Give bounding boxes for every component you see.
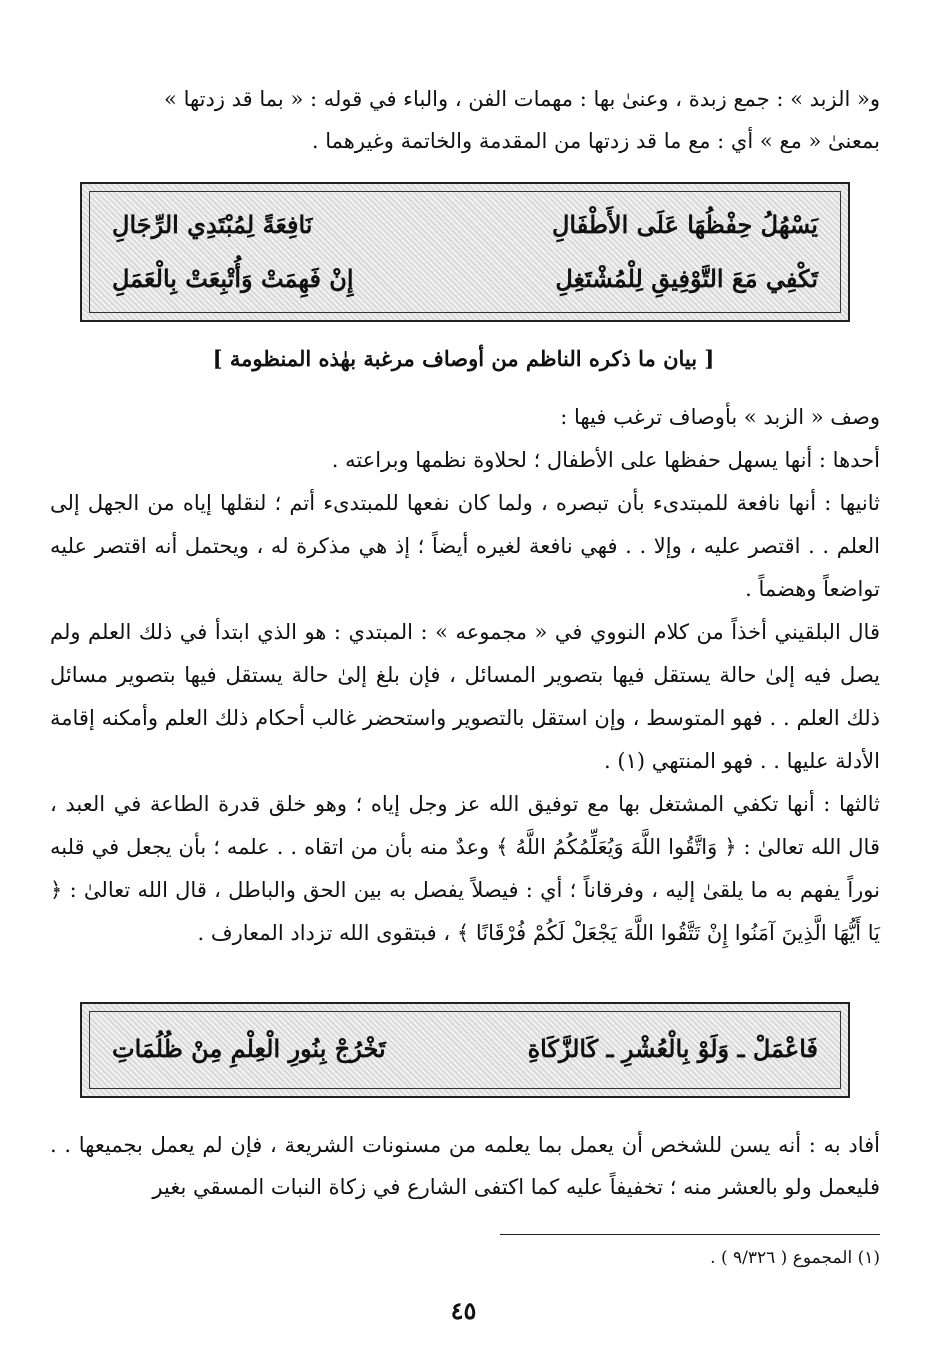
closing-paragraph [50, 1124, 880, 1208]
section-heading: [ بيان ما ذكره الناظم من أوصاف مرغبة بهٰذه المنظومة ] [212, 346, 715, 371]
verse-1-right-hemistich: يَسْهُلُ حِفْظُهَا عَلَى الأَطْفَالِ [551, 210, 818, 239]
footnote-divider [500, 1234, 880, 1235]
verse-2-right-hemistich: تَكْفِي مَعَ التَّوْفِيقِ لِلْمُشْتَغِلِ [555, 264, 818, 293]
paragraph-second: ثانيها : أنها نافعة للمبتدىء بأن تبصره ، ولما كان نفعها للمبتدىء أتم ؛ لنقلها إياه من الجهل إلى العلم . . اقتصر عليه ، وإلا . . فهي نافعة لغيره أيضاً ؛ إذ هي مذكرة له ، ويحتمل أنه اقتصر عليه تواضعاً وهضماً . [50, 491, 880, 601]
paragraph-closing: أفاد به : أنه يسن للشخص أن يعمل بما يعلمه من مسنونات الشريعة ، فإن لم يعمل بجميعها . . فليعمل ولو بالعشر منه ؛ تخفيفاً عليه كما اكتفى الشارع في زكاة النبات المسقي بغير [50, 1133, 880, 1199]
verse-box-2 [80, 1002, 850, 1098]
footnote: (١) المجموع ( ٩/٣٢٦ ) . [710, 1248, 880, 1268]
verse-2-left-hemistich: إِنْ فَهِمَتْ وَأُتْبِعَتْ بِالْعَمَلِ [112, 264, 354, 293]
verse-3-left-hemistich: تَخْرُجْ بِنُورِ الْعِلْمِ مِنْ ظُلُمَاتِ [112, 1034, 386, 1063]
verse-row-2 [112, 264, 818, 293]
verse-row-1 [112, 210, 818, 239]
paragraph-bulqini: قال البلقيني أخذاً من كلام النووي في « مجموعه » : المبتدي : هو الذي ابتدأ في ذلك العلم ولم يصل فيه إلىٰ حالة يستقل فيها بتصوير المسائل ، فإن بلغ إلىٰ حالة يستقل فيها بتصوير مسائل ذلك العلم . . فهو المتوسط ، وإن استقل بالتصوير واستحضر غالب أحكام ذلك العلم وأمكنه إقامة الأدلة عليها . . فهو المنتهي (١) . [50, 620, 880, 773]
verse-1-left-hemistich: نَافِعَةً لِمُبْتَدِي الرِّجَالِ [112, 210, 313, 239]
verse-3-right-hemistich: فَاعْمَلْ ـ وَلَوْ بِالْعُشْرِ ـ كَالزَّكَاةِ [527, 1034, 818, 1063]
verse-row-3 [112, 1034, 818, 1063]
main-body [50, 396, 880, 955]
verse-box-1 [80, 182, 850, 322]
page-number: ٤٥ [450, 1296, 477, 1325]
intro-line-2: بمعنىٰ « مع » أي : مع ما قد زدتها من المقدمة والخاتمة وغيرهما . [311, 129, 880, 153]
paragraph-first: أحدها : أنها يسهل حفظها على الأطفال ؛ لحلاوة نظمها وبراعته . [331, 448, 880, 472]
intro-paragraph [50, 78, 880, 162]
intro-line-1: و« الزبد » : جمع زبدة ، وعنىٰ بها : مهمات الفن ، والباء في قوله : « بما قد زدتها » [164, 87, 880, 111]
paragraph-third: ثالثها : أنها تكفي المشتغل بها مع توفيق الله عز وجل إياه ؛ وهو خلق قدرة الطاعة في العبد ، قال الله تعالىٰ : ﴿ وَاتَّقُوا اللَّهَ وَيُعَلِّمُكُمُ اللَّهُ ﴾ وعدٌ منه بأن من اتقاه . . علمه ؛ بأن يجعل في قلبه نوراً يفهم به ما يلقىٰ إليه ، وفرقاناً ؛ أي : فيصلاً يفصل به بين الحق والباطل ، قال الله تعالىٰ : ﴿ يَا أَيُّهَا الَّذِينَ آمَنُوا إِنْ تَتَّقُوا اللَّهَ يَجْعَلْ لَكُمْ فُرْقَانًا ﴾ ، فبتقوى الله تزداد المعارف . [50, 792, 880, 945]
paragraph-description: وصف « الزبد » بأوصاف ترغب فيها : [560, 405, 880, 429]
